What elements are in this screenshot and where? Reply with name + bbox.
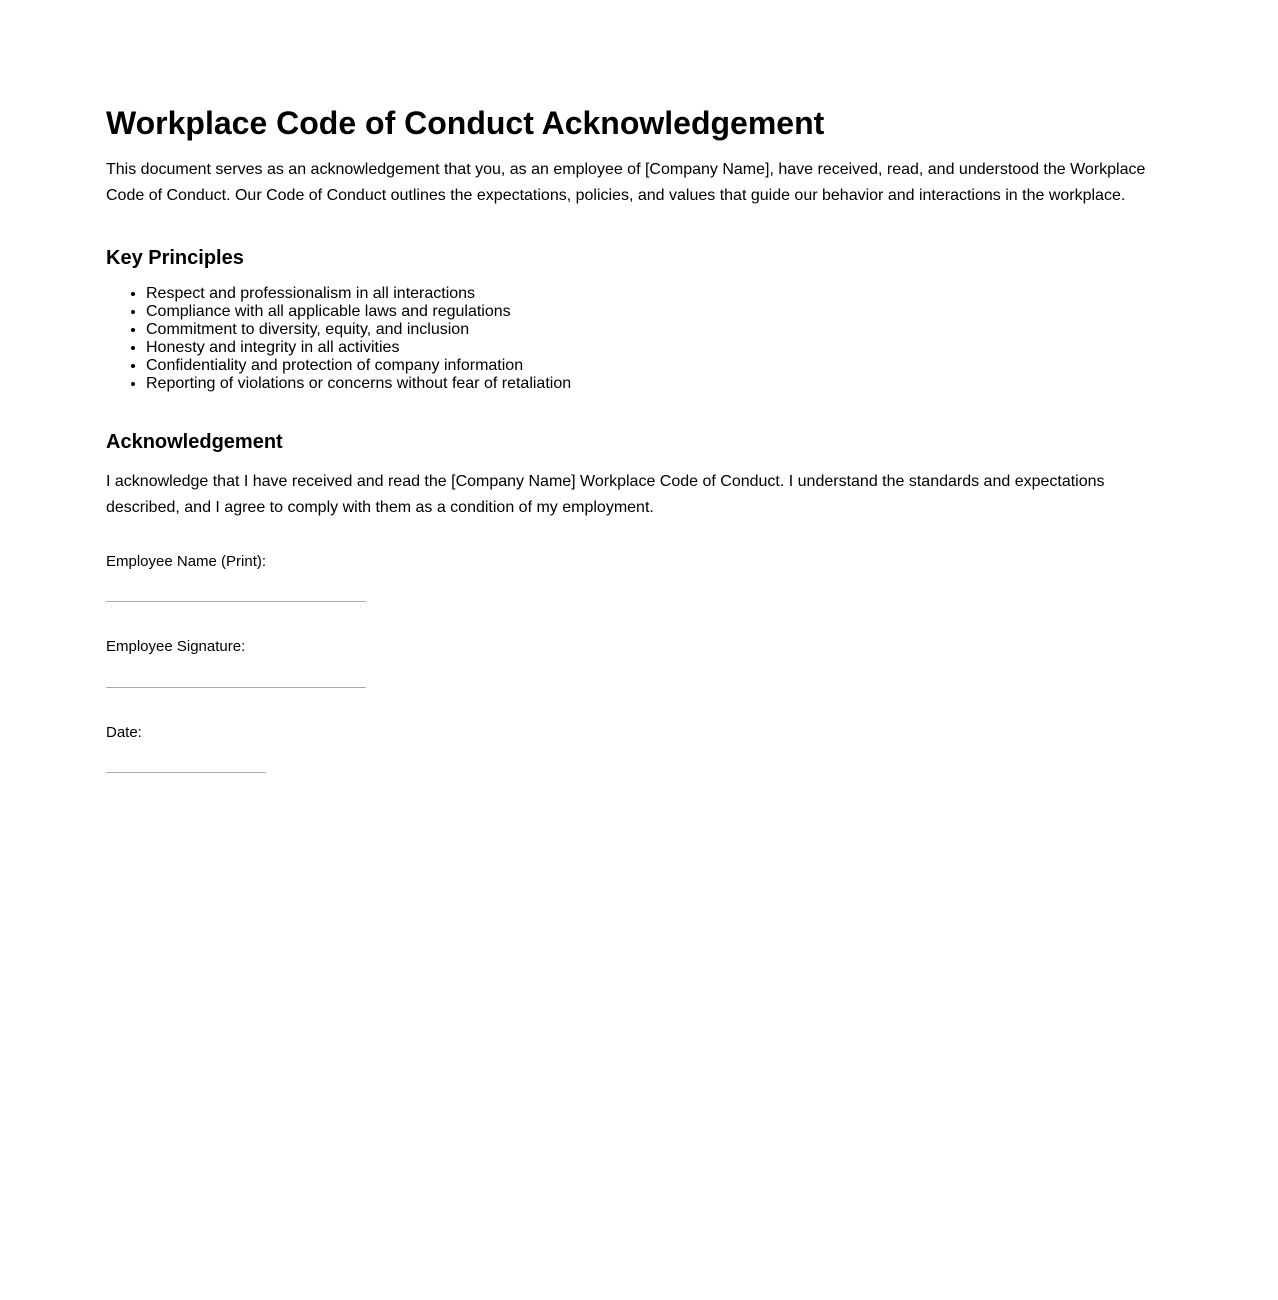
employee-name-line [106,601,366,602]
employee-signature-field [106,638,245,656]
list-item: • Compliance with all applicable laws and regulations [146,303,571,321]
date-line [106,772,266,773]
list-item: • Respect and professionalism in all interactions [146,285,571,303]
list-item: • Reporting of violations or concerns without fear of retaliation [146,375,571,393]
intro-paragraph: This document serves as an acknowledgement that you, as an employee of [Company Name], have received, read, and understood the Workplace Code of Conduct. Our Code of Conduct outlines the expectations, policies, and values that guide our behavior and interactions in the workplace. [106,161,1146,204]
date-label: Date: [106,724,142,741]
key-principles-list [106,285,571,393]
employee-signature-line [106,687,366,688]
date-field [106,724,142,742]
acknowledgement-paragraph: I acknowledge that I have received and read the [Company Name] Workplace Code of Conduct. I understand the standards and expectations described, and I agree to comply with them as a condition of my employment. [106,473,1105,516]
key-principles-heading: Key Principles [106,247,244,269]
list-item: • Honesty and integrity in all activities [146,339,571,357]
list-item: • Confidentiality and protection of company information [146,357,571,375]
list-item: • Commitment to diversity, equity, and inclusion [146,321,571,339]
employee-name-label: Employee Name (Print): [106,553,267,570]
acknowledgement-heading: Acknowledgement [106,431,283,453]
employee-signature-label: Employee Signature: [106,638,246,655]
employee-name-field [106,553,266,571]
document-title: Workplace Code of Conduct Acknowledgement [106,105,825,141]
